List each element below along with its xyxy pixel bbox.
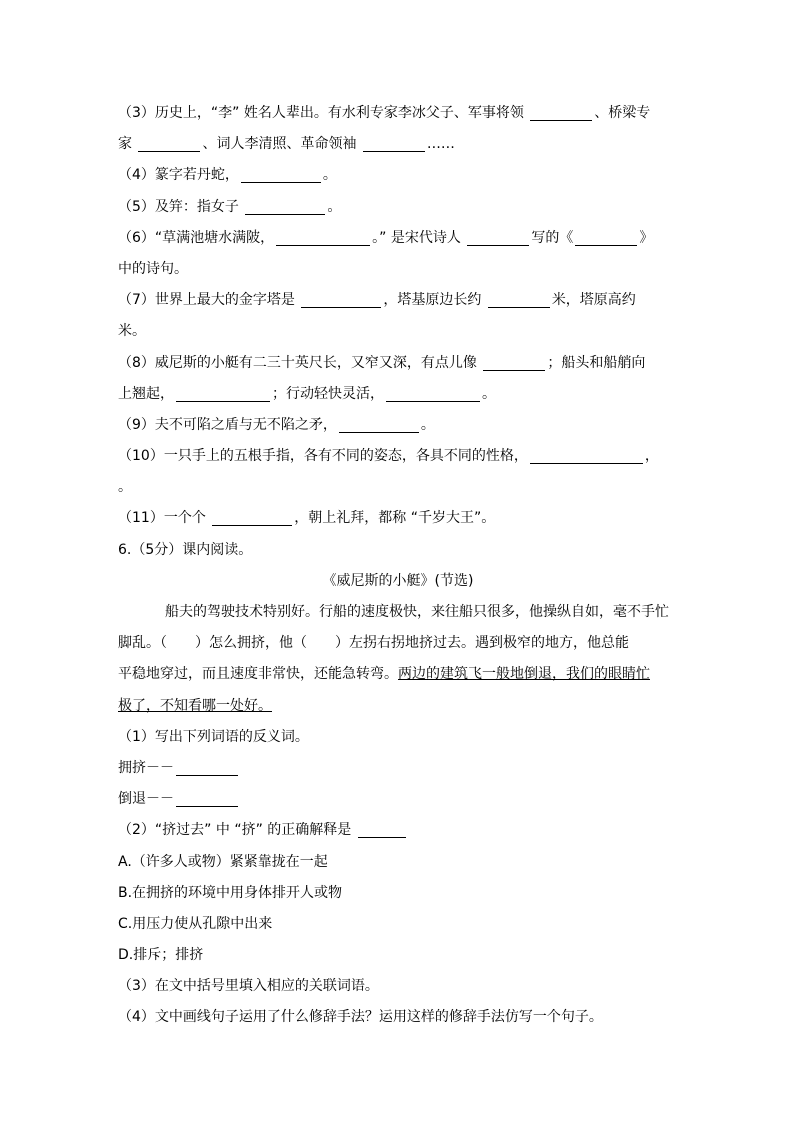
answer-blank[interactable]: [339, 416, 419, 433]
text-line: [118, 285, 678, 316]
text-line: [118, 98, 678, 129]
text-line: [118, 1002, 678, 1033]
text-segment: 6.（5分）课内阅读。: [118, 541, 253, 558]
text-segment: 脚乱。（ ）怎么拥挤，他（ ）左拐右拐地挤过去。遇到极窄的地方，他总能: [118, 635, 629, 652]
answer-option: [118, 847, 678, 878]
text-segment: ，: [644, 448, 659, 465]
text-segment: 。: [118, 479, 132, 496]
text-segment: 写的《: [531, 229, 574, 246]
text-segment: （11）一个个: [118, 510, 211, 527]
answer-blank[interactable]: [530, 447, 643, 464]
text-segment: 倒退－－: [118, 791, 174, 808]
text-segment: ，塔基原边长约: [383, 292, 486, 309]
text-line: [118, 815, 678, 846]
answer-option: [118, 909, 678, 940]
text-segment: 平稳地穿过，而且速度非常快，还能急转弯。: [118, 666, 398, 683]
text-segment: 家: [118, 136, 137, 153]
text-line: [118, 472, 678, 503]
text-line: [118, 410, 678, 441]
text-line: [118, 192, 678, 223]
text-segment: 。: [482, 385, 496, 402]
text-segment: （10）一只手上的五根手指，各有不同的姿态，各具不同的性格，: [118, 448, 528, 465]
answer-blank[interactable]: [245, 198, 325, 215]
text-line: [118, 597, 678, 628]
answer-blank[interactable]: [176, 759, 238, 776]
text-segment: 船夫的驾驶技术特别好。行船的速度极快，来往船只很多，他操纵自如，毫不手忙: [165, 604, 669, 620]
text-segment: 、桥梁专: [594, 105, 651, 121]
text-line: [118, 628, 678, 659]
answer-blank[interactable]: [530, 104, 592, 121]
question-heading: [118, 535, 678, 566]
answer-blank[interactable]: [176, 385, 270, 402]
text-segment: （4）文中画线句子运用了什么修辞手法？运用这样的修辞手法仿写一个句子。: [118, 1009, 603, 1026]
text-line: [118, 254, 678, 285]
answer-blank[interactable]: [488, 291, 550, 308]
text-line: [118, 223, 678, 254]
text-line: [118, 129, 678, 160]
text-segment: 米。: [118, 323, 146, 340]
text-line: [118, 722, 678, 753]
text-segment: 《威尼斯的小艇》(节选): [322, 572, 474, 589]
text-segment: 》: [639, 229, 654, 246]
text-segment: （8）威尼斯的小艇有二三十英尺长，又窄又深，有点儿像: [118, 354, 482, 371]
answer-blank[interactable]: [138, 135, 200, 152]
text-line: [118, 441, 678, 472]
text-line: [118, 659, 678, 690]
answer-blank[interactable]: [301, 291, 381, 308]
text-segment: （3）在文中括号里填入相应的关联词语。: [118, 978, 379, 995]
text-segment: 米，塔原高约: [551, 292, 636, 309]
answer-option: [118, 940, 678, 971]
text-segment: 上翘起，: [118, 385, 174, 402]
text-segment: （7）世界上最大的金字塔是: [118, 292, 300, 309]
answer-blank[interactable]: [467, 229, 529, 246]
text-segment: （6）“草满池塘水满陂，: [118, 229, 275, 246]
text-segment: （4）篆字若丹蛇，: [118, 167, 239, 184]
text-segment: （3）历史上，“李” 姓名人辈出。有水利专家李冰父子、军事将领: [118, 105, 529, 121]
text-line: [118, 160, 678, 191]
document-body: [118, 98, 678, 1034]
answer-blank[interactable]: [358, 821, 406, 838]
text-segment: ……: [426, 136, 455, 153]
text-segment: D.排斥；排挤: [118, 947, 204, 964]
answer-option: [118, 878, 678, 909]
text-line: [118, 316, 678, 347]
answer-blank[interactable]: [241, 166, 321, 183]
text-line: [118, 784, 678, 815]
underlined-sentence: 两边的建筑飞一般地倒退，我们的眼睛忙: [398, 666, 650, 683]
passage-title: [118, 566, 678, 597]
answer-blank[interactable]: [212, 509, 292, 526]
answer-blank[interactable]: [575, 229, 637, 246]
text-segment: 拥挤－－: [118, 759, 174, 776]
text-line: [118, 379, 678, 410]
text-segment: 。: [322, 167, 337, 184]
text-segment: ；船头和船艄向: [547, 354, 646, 371]
text-line: [118, 348, 678, 379]
answer-blank[interactable]: [276, 229, 370, 246]
answer-blank[interactable]: [483, 354, 545, 371]
underlined-sentence: 极了，不知看哪一处好。: [118, 697, 272, 714]
text-line: [118, 753, 678, 784]
text-segment: （2）“挤过去” 中 “挤” 的正确解释是: [118, 822, 356, 839]
text-segment: 中的诗句。: [118, 260, 188, 277]
text-segment: （9）夫不可陷之盾与无不陷之矛，: [118, 416, 337, 433]
text-segment: （1）写出下列词语的反义词。: [118, 728, 309, 745]
text-line: [118, 691, 678, 722]
text-segment: 。” 是宋代诗人: [372, 229, 466, 246]
answer-blank[interactable]: [363, 135, 425, 152]
text-segment: A.（许多人或物）紧紧靠拢在一起: [118, 853, 328, 870]
text-segment: ；行动轻快灵活，: [272, 385, 384, 402]
text-segment: 。: [420, 416, 435, 433]
text-segment: （5）及笄：指女子: [118, 198, 244, 215]
text-line: [118, 503, 678, 534]
text-line: [118, 971, 678, 1002]
text-segment: C.用压力使从孔隙中出来: [118, 915, 273, 932]
answer-blank[interactable]: [176, 790, 238, 807]
text-segment: 、词人李清照、革命领袖: [202, 136, 361, 153]
text-segment: B.在拥挤的环境中用身体排开人或物: [118, 884, 343, 901]
text-segment: ，朝上礼拜，都称 “千岁大王”。: [294, 510, 496, 527]
answer-blank[interactable]: [386, 385, 480, 402]
text-segment: 。: [327, 198, 342, 215]
